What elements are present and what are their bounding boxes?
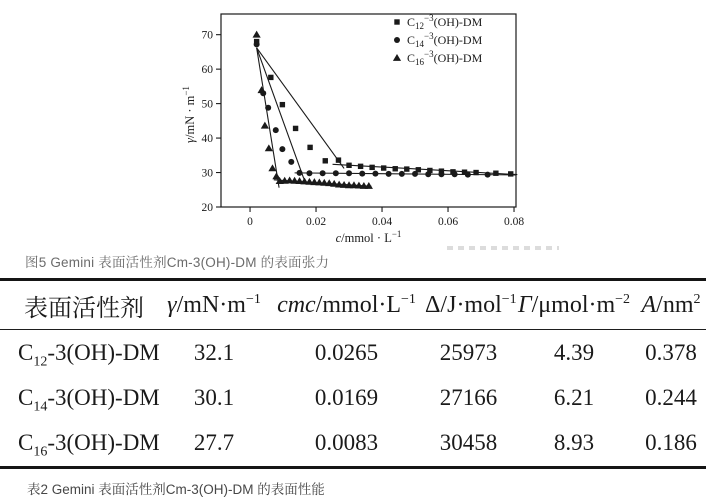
col-header-gamma-max: $\Gamma/\mu mol\cdot m^{-2}$ <box>517 291 631 318</box>
surfactant-name: $C_{16}-3(OH)-DM$ <box>18 429 160 460</box>
surface-tension-chart <box>181 4 533 248</box>
gamma-value: 32.1 <box>193 339 235 365</box>
col-header-delta: Δ/J·mol$^{-1}$ <box>425 291 517 318</box>
table-row <box>0 330 706 375</box>
cmc-value: 0.0083 <box>314 429 379 455</box>
table-bottom-rule <box>0 466 706 469</box>
col-header-area: $A/nm^2$ <box>641 291 701 318</box>
gamma-max-value: 4.39 <box>553 339 595 365</box>
cmc-value: 0.0169 <box>314 384 379 410</box>
x-tick-label: 0.08 <box>503 216 525 228</box>
x-tick-label: 0.06 <box>437 216 459 228</box>
surfactant-name: $C_{12}-3(OH)-DM$ <box>18 339 160 370</box>
legend-label: $C_{12}^{-3}(OH)-DM$ <box>407 13 483 31</box>
table-row <box>0 420 706 465</box>
y-axis-label: $\gamma/mN \cdot m^{-1}$ <box>181 86 197 143</box>
col-header-cmc: cmc/$mmol\cdot L^{-1}$ <box>277 291 416 318</box>
area-value: 0.186 <box>645 429 697 455</box>
legend-label: $C_{16}^{-3}(OH)-DM$ <box>407 49 483 67</box>
legend <box>393 13 483 67</box>
area-value: 0.378 <box>645 339 697 365</box>
col-header-surfactant: 表面活性剂 <box>24 295 144 322</box>
col-header-gamma: $\gamma/mN\cdot m^{-1}$ <box>167 291 261 318</box>
delta-value: 25973 <box>439 339 498 365</box>
gamma-max-value: 8.93 <box>553 429 595 455</box>
gamma-value: 27.7 <box>193 429 235 455</box>
table-header-row <box>0 281 706 330</box>
table-row <box>0 375 706 420</box>
area-value: 0.244 <box>645 384 697 410</box>
watermark-artifact <box>447 246 559 250</box>
cmc-value: 0.0265 <box>314 339 379 365</box>
y-tick-label: 60 <box>201 64 213 77</box>
y-tick-label: 40 <box>201 133 213 146</box>
y-tick-label: 70 <box>201 29 213 42</box>
figure-caption: 图5 Gemini 表面活性剂Cm-3(OH)-DM 的表面张力 <box>25 255 330 270</box>
y-tick-label: 20 <box>201 202 213 214</box>
x-tick-label: 0 <box>247 216 253 228</box>
x-tick-label: 0.04 <box>371 216 393 228</box>
x-axis <box>247 207 524 228</box>
surfactant-table <box>0 281 706 465</box>
gamma-max-value: 6.21 <box>553 384 595 410</box>
surfactant-name: $C_{14}-3(OH)-DM$ <box>18 384 160 415</box>
delta-value: 27166 <box>439 384 498 410</box>
y-tick-label: 30 <box>201 167 213 180</box>
legend-label: $C_{14}^{-3}(OH)-DM$ <box>407 31 483 49</box>
table-caption: 表2 Gemini 表面活性剂Cm-3(OH)-DM 的表面性能 <box>27 482 325 497</box>
y-tick-label: 50 <box>201 98 213 111</box>
x-axis-label: c/mmol · $L^{-1}$ <box>335 229 402 245</box>
delta-value: 30458 <box>439 429 498 455</box>
chart-svg <box>181 4 533 248</box>
x-tick-label: 0.02 <box>305 216 327 228</box>
y-axis <box>202 30 222 214</box>
gamma-value: 30.1 <box>193 384 235 410</box>
